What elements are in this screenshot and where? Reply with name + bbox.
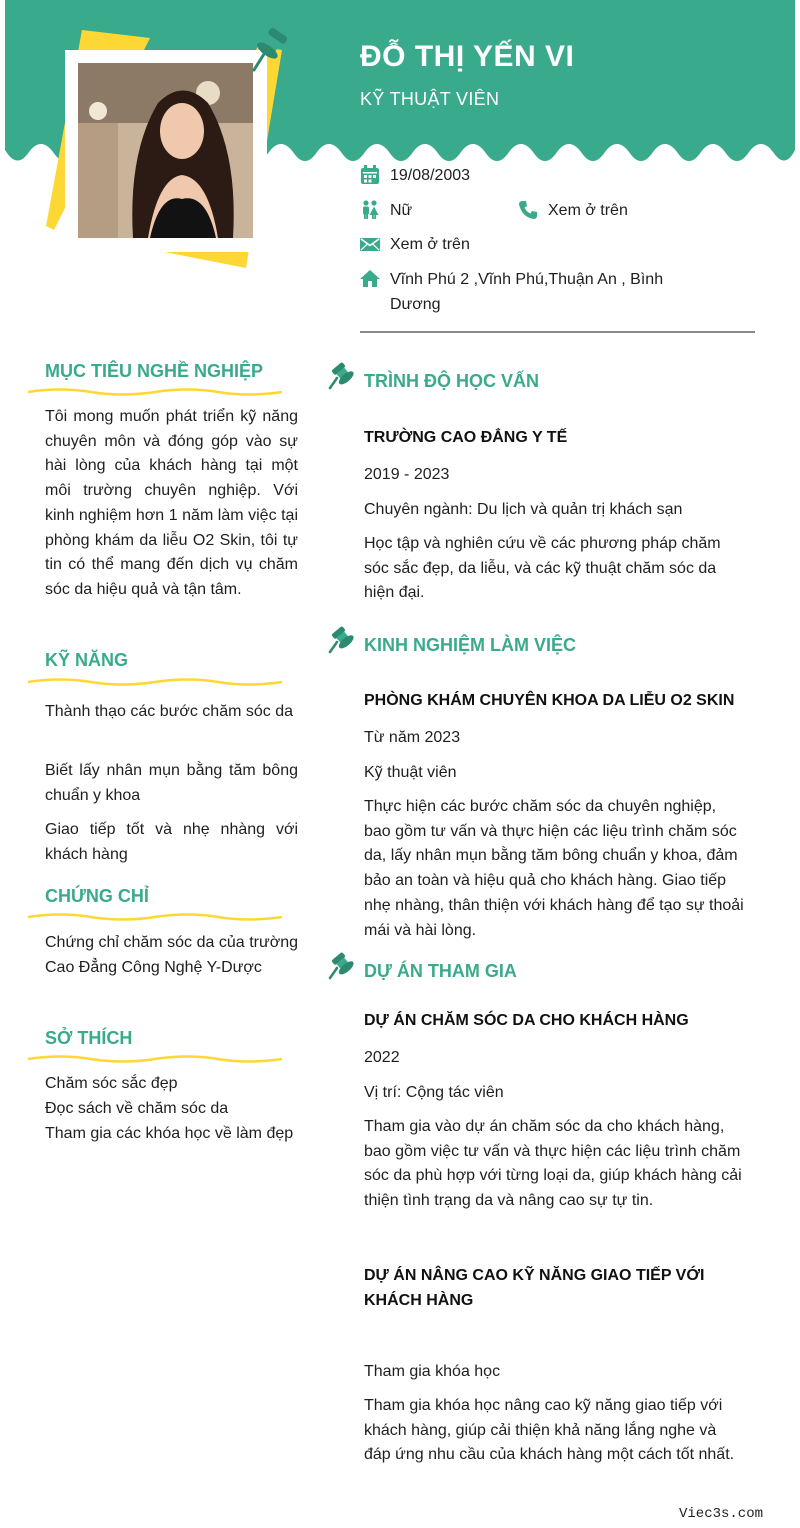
watermark: Viec3s.com (678, 1506, 763, 1522)
skills-title: KỸ NĂNG (45, 650, 129, 670)
project-description: Tham gia khóa học nâng cao kỹ năng giao tiếp với khách hàng, giúp cải thiện khả năng lắng nghe và đáp ứng nhu cầu của khách hàng một cách tốt nhất. (364, 1397, 735, 1464)
section-underline (28, 387, 282, 397)
objective-text: Tôi mong muốn phát triển kỹ năng chuyên môn và đóng góp vào sự hài lòng của khách hàng tại một môi trường chuyên nghiệp. Với kinh nghiệm hơn 1 năm làm việc tại phòng khám da liễu O2 Skin, tôi tự tin có thể mang đến dịch vụ chăm sóc da hiệu quả và tận tâm. (45, 408, 298, 598)
gender-icon (360, 200, 380, 220)
project-role: Vị trí: Cộng tác viên (364, 1084, 504, 1101)
certificate-item: Chứng chỉ chăm sóc da của trường Cao Đẳng Công Nghệ Y-Dược (45, 934, 298, 976)
experience-title: KINH NGHIỆM LÀM VIỆC (364, 635, 577, 655)
email-icon (360, 234, 380, 254)
experience-position: Kỹ thuật viên (364, 764, 457, 781)
section-underline (28, 1054, 282, 1064)
phone-value: Xem ở trên (548, 202, 628, 219)
candidate-name: ĐỖ THỊ YẾN VI (360, 40, 575, 73)
address-line-2: Dương (390, 296, 441, 313)
email-value: Xem ở trên (390, 236, 470, 253)
education-major: Chuyên ngành: Du lịch và quản trị khách sạn (364, 501, 683, 518)
gender-value: Nữ (390, 202, 413, 219)
birthday-value: 19/08/2003 (390, 167, 471, 184)
skill-item: Thành thạo các bước chăm sóc da (45, 703, 293, 720)
education-title: TRÌNH ĐỘ HỌC VẤN (364, 371, 539, 391)
hobbies-title: SỞ THÍCH (45, 1028, 133, 1048)
avatar (78, 63, 253, 238)
education-school: TRƯỜNG CAO ĐẲNG Y TẾ (364, 429, 568, 446)
home-icon (360, 269, 380, 289)
pushpin-icon (250, 26, 290, 72)
contact-address (360, 267, 663, 317)
project-description: Tham gia vào dự án chăm sóc da cho khách hàng, bao gồm việc tư vấn và thực hiện các liệu trình chăm sóc da phù hợp với từng loại da, giúp khách hàng cải thiện tình trạng da và nâng cao sự tự tin. (364, 1118, 742, 1210)
objective-title: MỤC TIÊU NGHỀ NGHIỆP (45, 361, 264, 381)
contact-divider (360, 331, 755, 333)
section-underline (28, 912, 282, 922)
hobby-item: Tham gia các khóa học về làm đẹp (45, 1125, 294, 1142)
address-line-1: Vĩnh Phú 2 ,Vĩnh Phú,Thuận An , Bình (390, 271, 664, 288)
pushpin-icon (328, 362, 356, 390)
pushpin-icon (328, 626, 356, 654)
contact-email (360, 232, 470, 257)
phone-icon (518, 200, 538, 220)
calendar-icon (360, 165, 380, 185)
skill-item: Biết lấy nhân mụn bằng tăm bông chuẩn y khoa (45, 762, 298, 804)
education-period: 2019 - 2023 (364, 466, 450, 483)
project-name: DỰ ÁN NÂNG CAO KỸ NĂNG GIAO TIẾP VỚI KHÁCH HÀNG (364, 1267, 705, 1309)
contact-phone (518, 198, 628, 223)
skill-item: Giao tiếp tốt và nhẹ nhàng với khách hàng (45, 821, 298, 863)
hobby-item: Đọc sách về chăm sóc da (45, 1100, 229, 1117)
projects-title: DỰ ÁN THAM GIA (364, 961, 517, 981)
experience-period: Từ năm 2023 (364, 729, 461, 746)
experience-description: Thực hiện các bước chăm sóc da chuyên nghiệp, bao gồm tư vấn và thực hiện các liệu trình chăm sóc da, lấy nhân mụn bằng tăm bông chuẩn y khoa, đảm bảo an toàn và hiệu quả cho khách hàng. Giao tiếp nhẹ nhàng, thân thiện với khách hàng để tạo sự thoải mái và hài lòng. (364, 798, 744, 939)
experience-company: PHÒNG KHÁM CHUYÊN KHOA DA LIỄU O2 SKIN (364, 692, 735, 709)
education-description: Học tập và nghiên cứu về các phương pháp chăm sóc sắc đẹp, da liễu, và các kỹ thuật chăm sóc da hiện đại. (364, 535, 721, 602)
certificates-title: CHỨNG CHỈ (45, 886, 149, 906)
hobby-item: Chăm sóc sắc đẹp (45, 1075, 178, 1092)
project-role: Tham gia khóa học (364, 1363, 501, 1380)
section-underline (28, 677, 282, 687)
candidate-title: KỸ THUẬT VIÊN (360, 89, 500, 109)
project-period: 2022 (364, 1049, 400, 1066)
pushpin-icon (328, 952, 356, 980)
contact-gender (360, 198, 412, 223)
contact-birthday (360, 163, 470, 188)
portrait-photo-icon (78, 63, 253, 238)
address-value (390, 267, 663, 317)
project-name: DỰ ÁN CHĂM SÓC DA CHO KHÁCH HÀNG (364, 1012, 689, 1029)
